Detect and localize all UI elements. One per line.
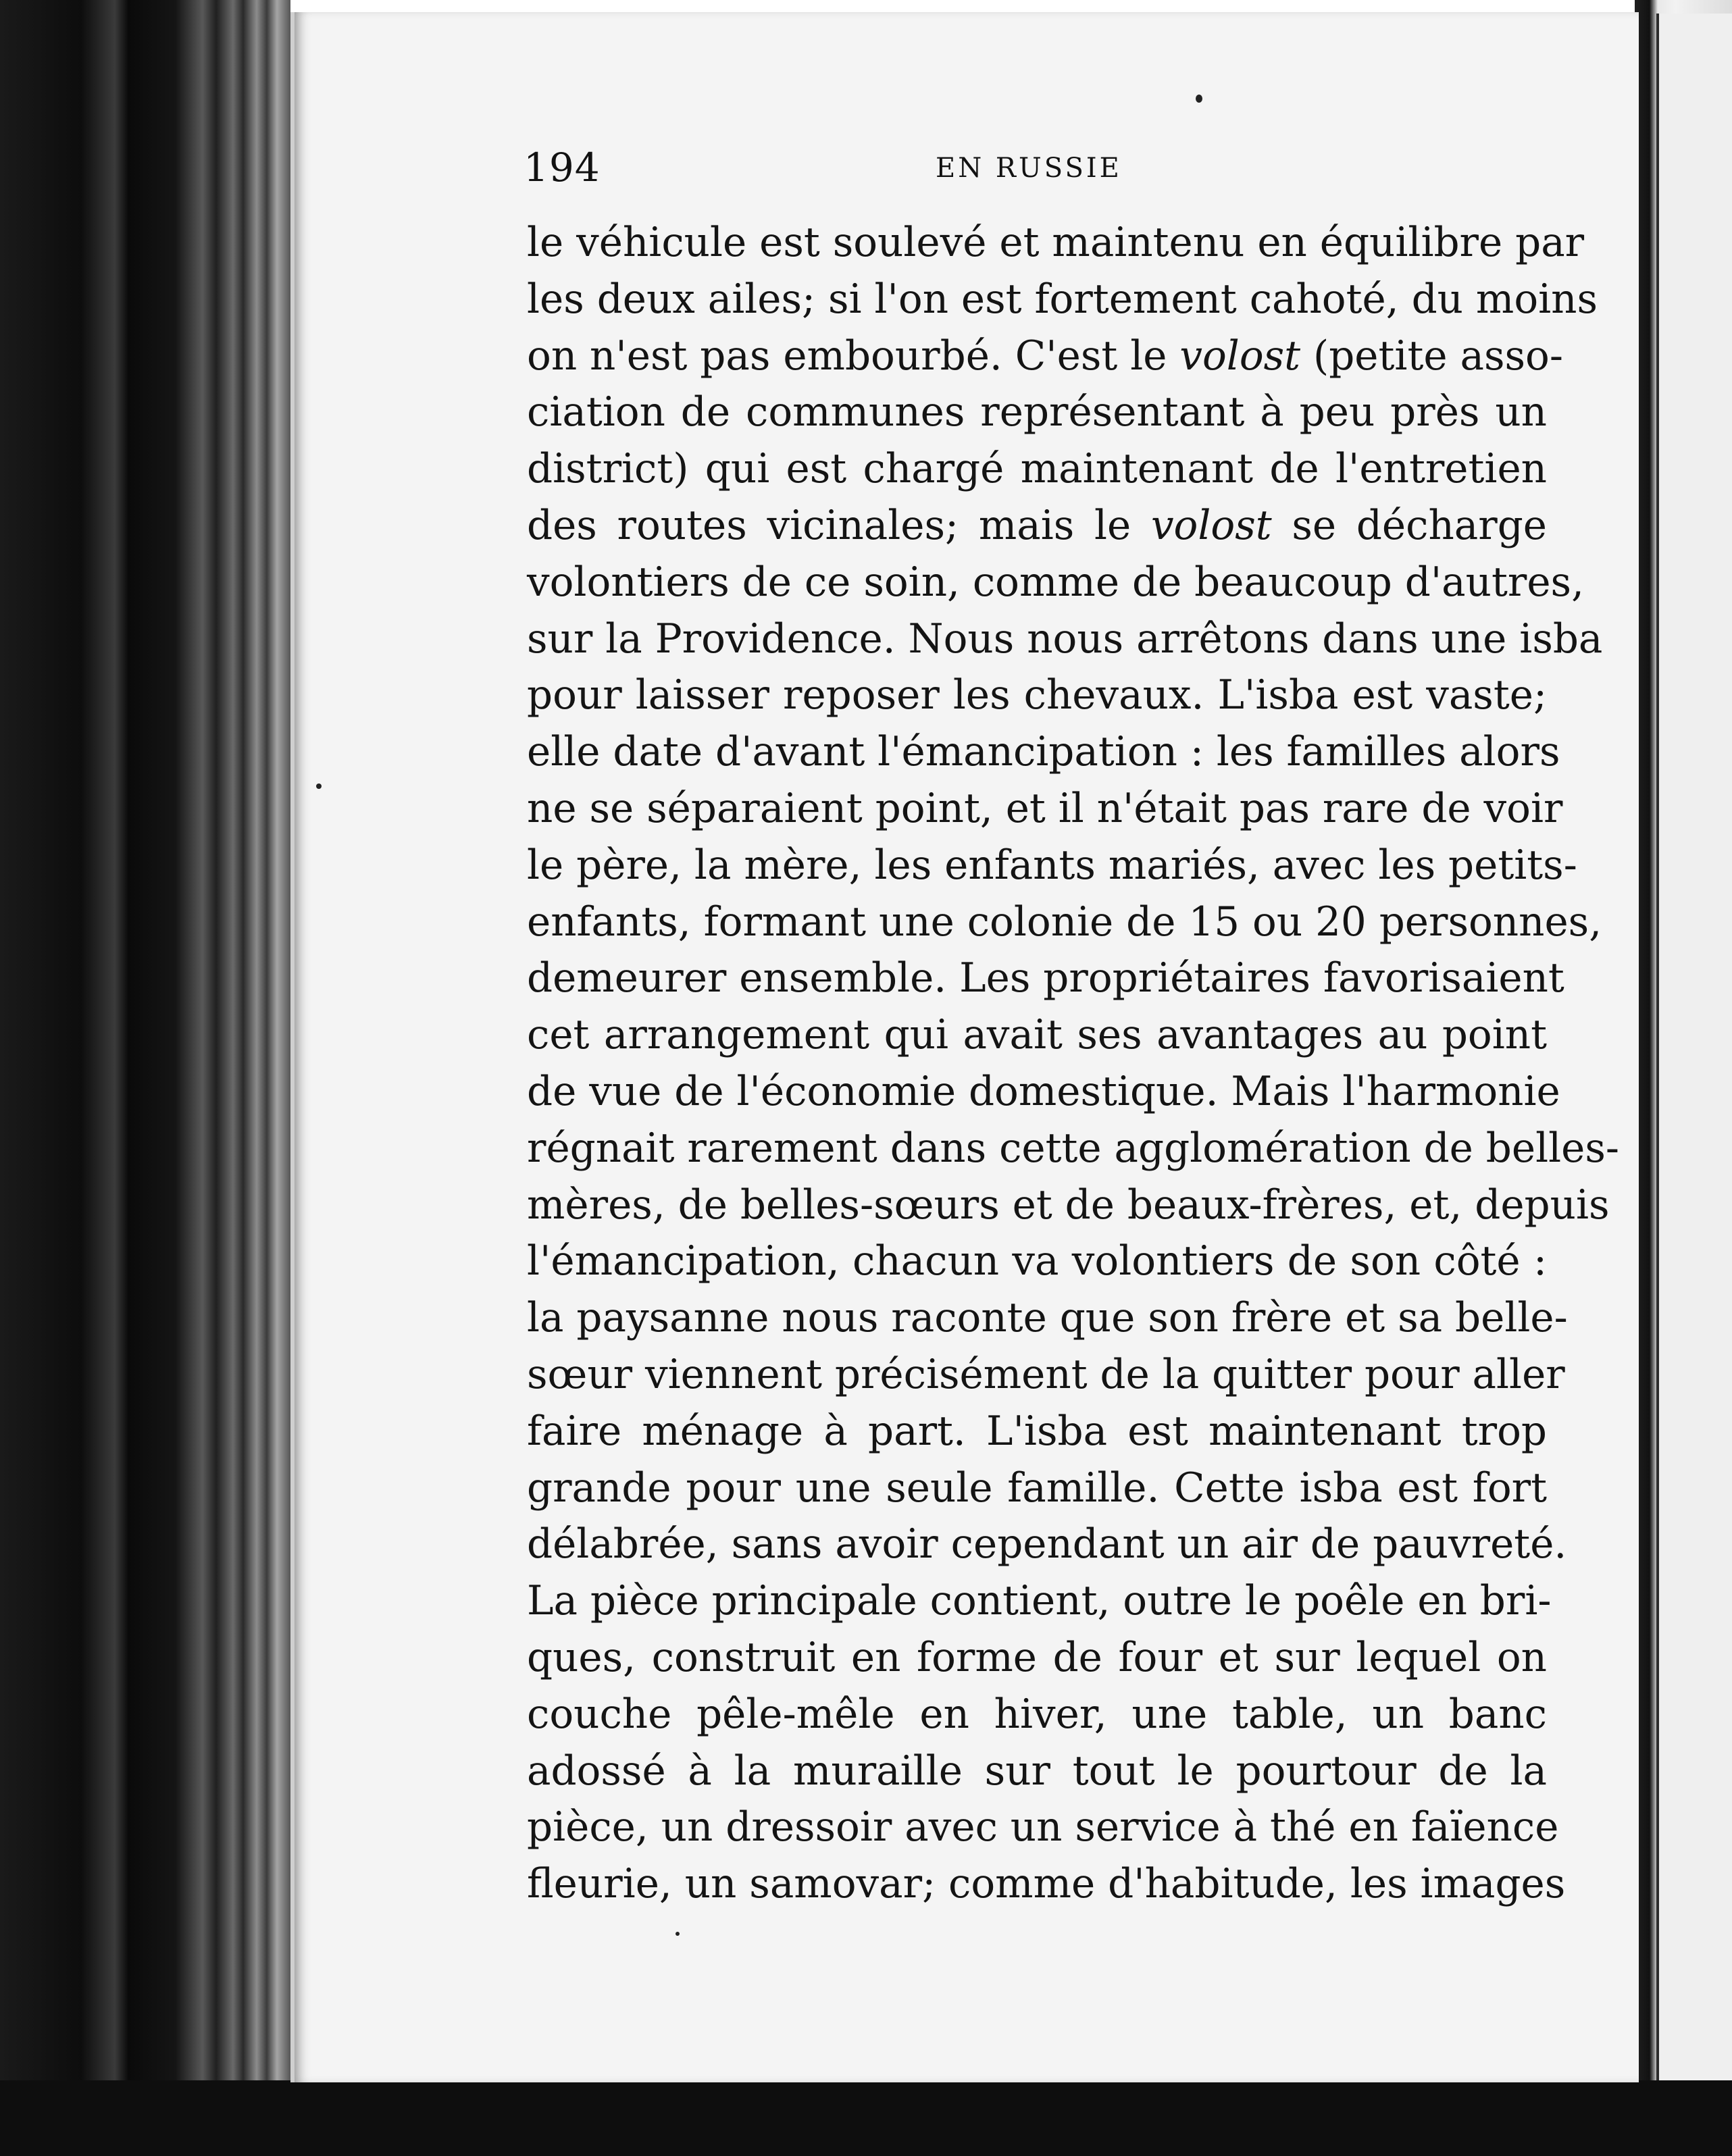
text-line: le père, la mère, les enfants mariés, avec les petits- (527, 842, 1577, 889)
text-line: volontiers de ce soin, comme de beaucoup d'autres, (527, 559, 1584, 606)
text-run: se décharge (1271, 502, 1547, 549)
ink-speck (676, 1932, 680, 1936)
next-page-sheet (1656, 14, 1732, 2080)
book-binding (0, 0, 290, 2156)
text-line: le véhicule est soulevé et maintenu en équilibre par (527, 220, 1585, 266)
text-line: demeurer ensemble. Les propriétaires favorisaient (527, 955, 1564, 1002)
text-line: sœur viennent précisément de la quitter pour aller (527, 1351, 1565, 1398)
running-head (524, 145, 1550, 192)
text-line: pour laisser reposer les chevaux. L'isba est vaste; (527, 672, 1547, 719)
text-line: enfants, formant une colonie de 15 ou 20 personnes, (527, 898, 1602, 946)
text-line: pièce, un dressoir avec un service à thé en faïence (527, 1804, 1559, 1851)
text-line: La pièce principale contient, outre le poêle en bri- (527, 1578, 1552, 1625)
text-line: ne se séparaient point, et il n'était pas rare de voir (527, 785, 1563, 832)
scan-bottom-shadow (0, 2080, 1732, 2156)
running-title: EN RUSSIE (936, 153, 1122, 184)
text-line: ciation de communes représentant à peu près un (527, 389, 1547, 436)
ink-speck (1196, 95, 1202, 103)
text-line: couche pêle-mêle en hiver, une table, un banc (527, 1691, 1547, 1738)
text-run: on n'est pas embourbé. C'est le (527, 332, 1180, 380)
text-line: ques, construit en forme de four et sur lequel on (527, 1634, 1547, 1681)
italic-term: volost (1150, 502, 1272, 549)
text-line: de vue de l'économie domestique. Mais l'harmonie (527, 1068, 1560, 1115)
text-line: cet arrangement qui avait ses avantages au point (527, 1012, 1547, 1059)
text-line: fleurie, un samovar; comme d'habitude, les images (527, 1861, 1566, 1908)
text-line: délabrée, sans avoir cependant un air de pauvreté. (527, 1521, 1567, 1568)
text-line: la paysanne nous raconte que son frère et sa belle- (527, 1295, 1568, 1342)
italic-term: volost (1179, 332, 1301, 380)
text-line: l'émancipation, chacun va volontiers de son côté : (527, 1238, 1547, 1285)
body-text (527, 215, 1620, 1913)
text-run: (petite asso- (1300, 332, 1563, 380)
text-line (527, 498, 1547, 555)
text-line: régnait rarement dans cette agglomération de belles- (527, 1125, 1620, 1172)
text-line (527, 328, 1563, 385)
ink-speck (316, 784, 322, 789)
text-line: mères, de belles-sœurs et de beaux-frères, et, depuis (527, 1181, 1610, 1229)
page-number: 194 (524, 145, 601, 190)
text-line: elle date d'avant l'émancipation : les familles alors (527, 729, 1560, 776)
text-line: grande pour une seule famille. Cette isba est fort (527, 1464, 1547, 1512)
text-line: sur la Providence. Nous nous arrêtons dans une isba (527, 615, 1603, 663)
text-line: district) qui est chargé maintenant de l'entretien (527, 446, 1547, 493)
text-line: les deux ailes; si l'on est fortement cahoté, du moins (527, 276, 1598, 323)
text-line: adossé à la muraille sur tout le pourtour de la (527, 1747, 1547, 1795)
text-run: des routes vicinales; mais le (527, 502, 1151, 549)
text-line: faire ménage à part. L'isba est maintenant trop (527, 1408, 1547, 1455)
